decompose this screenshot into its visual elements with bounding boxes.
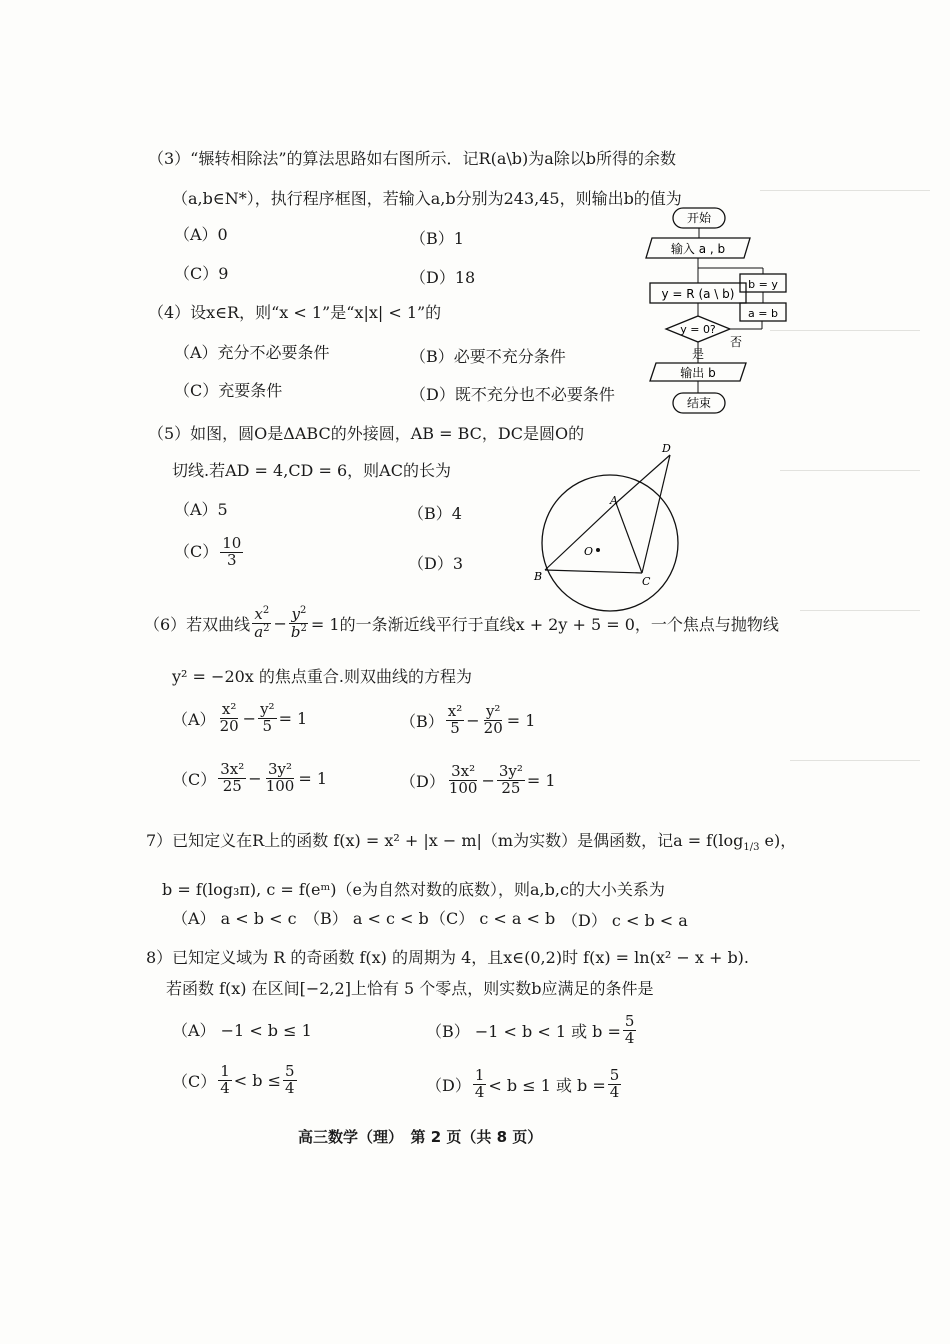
flow-yes-label: 是 xyxy=(692,347,705,361)
q7-stem-line1: 7）已知定义在R上的函数 f(x) = x² + |x − m|（m为实数）是偶函数，记$a = f(\log_{1/3}$ e)， xyxy=(146,831,797,854)
q4-option-d: （D）既不充分也不必要条件 xyxy=(410,385,615,404)
q5-option-b: （B）4 xyxy=(408,504,462,523)
q3-stem-line2: （a,b∈N*），执行程序框图，若输入a,b分别为243,45，则输出b的值为 xyxy=(172,189,682,208)
q6-option-a: （A） $\frac{\text{x²}}{20}$ − $\frac{\text{y²}}{5}$ = 1 xyxy=(172,700,308,735)
q3-option-d: （D）18 xyxy=(410,268,476,287)
q5-option-a: （A）5 xyxy=(174,500,228,519)
q5-option-c: （C） $\frac{10}{3}$ xyxy=(174,534,242,569)
q3-option-a: （A）0 xyxy=(174,225,228,244)
flow-input-text: 输入 a , b xyxy=(670,242,726,256)
q8-option-b: （B） −1 < b < 1 或 b = $\frac{5}{4}$ xyxy=(426,1012,635,1047)
q3-option-b: （B）1 xyxy=(410,229,464,248)
q4-stem: （4）设x∈R，则“x < 1”是“x|x| < 1”的 xyxy=(148,303,442,322)
q8-stem-line2: 若函数 f(x) 在区间[−2,2]上恰有 5 个零点，则实数b应满足的条件是 xyxy=(166,979,654,998)
flow-process-text: y = R (a \ b) xyxy=(661,287,735,301)
label-o: O xyxy=(584,545,594,558)
q6-stem-line2: y² = −20x 的焦点重合.则双曲线的方程为 xyxy=(172,667,472,686)
flow-assign-a-text: a = b xyxy=(748,307,778,320)
q8-stem-line1: 8）已知定义域为 R 的奇函数 f(x) 的周期为 4，且x∈(0,2)时 f(x) = ln(x² − x + b). xyxy=(146,948,750,967)
q7-option-a: （A） a < b < c xyxy=(172,909,297,928)
q5-stem-line2: 切线.若AD = 4,CD = 6，则AC的长为 xyxy=(172,461,451,480)
segment-ad xyxy=(616,455,670,503)
q7-stem-line2: b = f(log₃π), c = f(eᵐ)（e为自然对数的底数），则a,b,c的大小关系为 xyxy=(162,880,665,899)
euclid-flowchart xyxy=(630,200,800,420)
q6-option-d: （D） $\frac{\text{3x²}}{100}$ − $\frac{\text{3y²}}{25}$ = 1 xyxy=(400,762,556,797)
q4-option-b: （B）必要不充分条件 xyxy=(410,347,566,366)
q3-stem-line1: （3）“辗转相除法”的算法思路如右图所示．记R(a\b)为a除以b所得的余数 xyxy=(148,149,677,168)
label-a: A xyxy=(610,494,618,507)
q8-option-d: （D） $\frac{1}{4}$ < b ≤ 1 或 b = $\frac{5}{4}$ xyxy=(426,1066,620,1101)
q8-option-a: （A） −1 < b ≤ 1 xyxy=(172,1021,312,1040)
q5-option-d: （D）3 xyxy=(408,554,464,573)
flow-output-text: 输出 b xyxy=(680,366,716,380)
label-d: D xyxy=(662,442,671,455)
page-footer: 高三数学（理） 第 2 页（共 8 页） xyxy=(298,1128,543,1146)
flow-no-label: 否 xyxy=(730,335,743,349)
label-b: B xyxy=(534,570,543,583)
segment-ba xyxy=(545,503,616,570)
segment-ac xyxy=(616,503,642,573)
q4-option-c: （C）充要条件 xyxy=(174,381,283,400)
q7-option-c: （C） c < a < b xyxy=(430,909,556,928)
flow-end-text: 结束 xyxy=(686,396,712,410)
q3-option-c: （C）9 xyxy=(174,264,229,283)
q4-option-a: （A）充分不必要条件 xyxy=(174,343,330,362)
q5-circle-figure xyxy=(520,440,700,615)
q6-option-c: （C） $\frac{\text{3x²}}{25}$ − $\frac{\text{3y²}}{100}$ = 1 xyxy=(172,760,327,795)
center-dot xyxy=(596,548,600,552)
q5-stem-line1: （5）如图，圆O是ΔABC的外接圆，AB = BC，DC是圆O的 xyxy=(148,424,585,443)
segment-bc xyxy=(545,570,642,573)
q7-option-b: （B） a < c < b xyxy=(304,909,429,928)
q6-option-b: （B） $\frac{\text{x²}}{5}$ − $\frac{\text{y²}}{20}$ = 1 xyxy=(400,702,536,737)
q6-stem-line1: （6）若双曲线 $\frac{x^2}{a^2}$ − $\frac{y^2}{b^2}$ = 1的一条渐近线平行于直线x + 2y + 5 = 0，一个焦点与抛物线 xyxy=(144,605,779,641)
q7-option-d: （D） c < b < a xyxy=(562,911,688,930)
q8-option-c: （C） $\frac{1}{4}$ < b ≤ $\frac{5}{4}$ xyxy=(172,1062,295,1097)
flow-decision-text: y = 0? xyxy=(680,323,716,336)
label-c: C xyxy=(642,575,651,588)
flow-start-text: 开始 xyxy=(686,211,712,225)
tangent-dc xyxy=(642,455,670,573)
flow-assign-b-text: b = y xyxy=(748,278,778,291)
